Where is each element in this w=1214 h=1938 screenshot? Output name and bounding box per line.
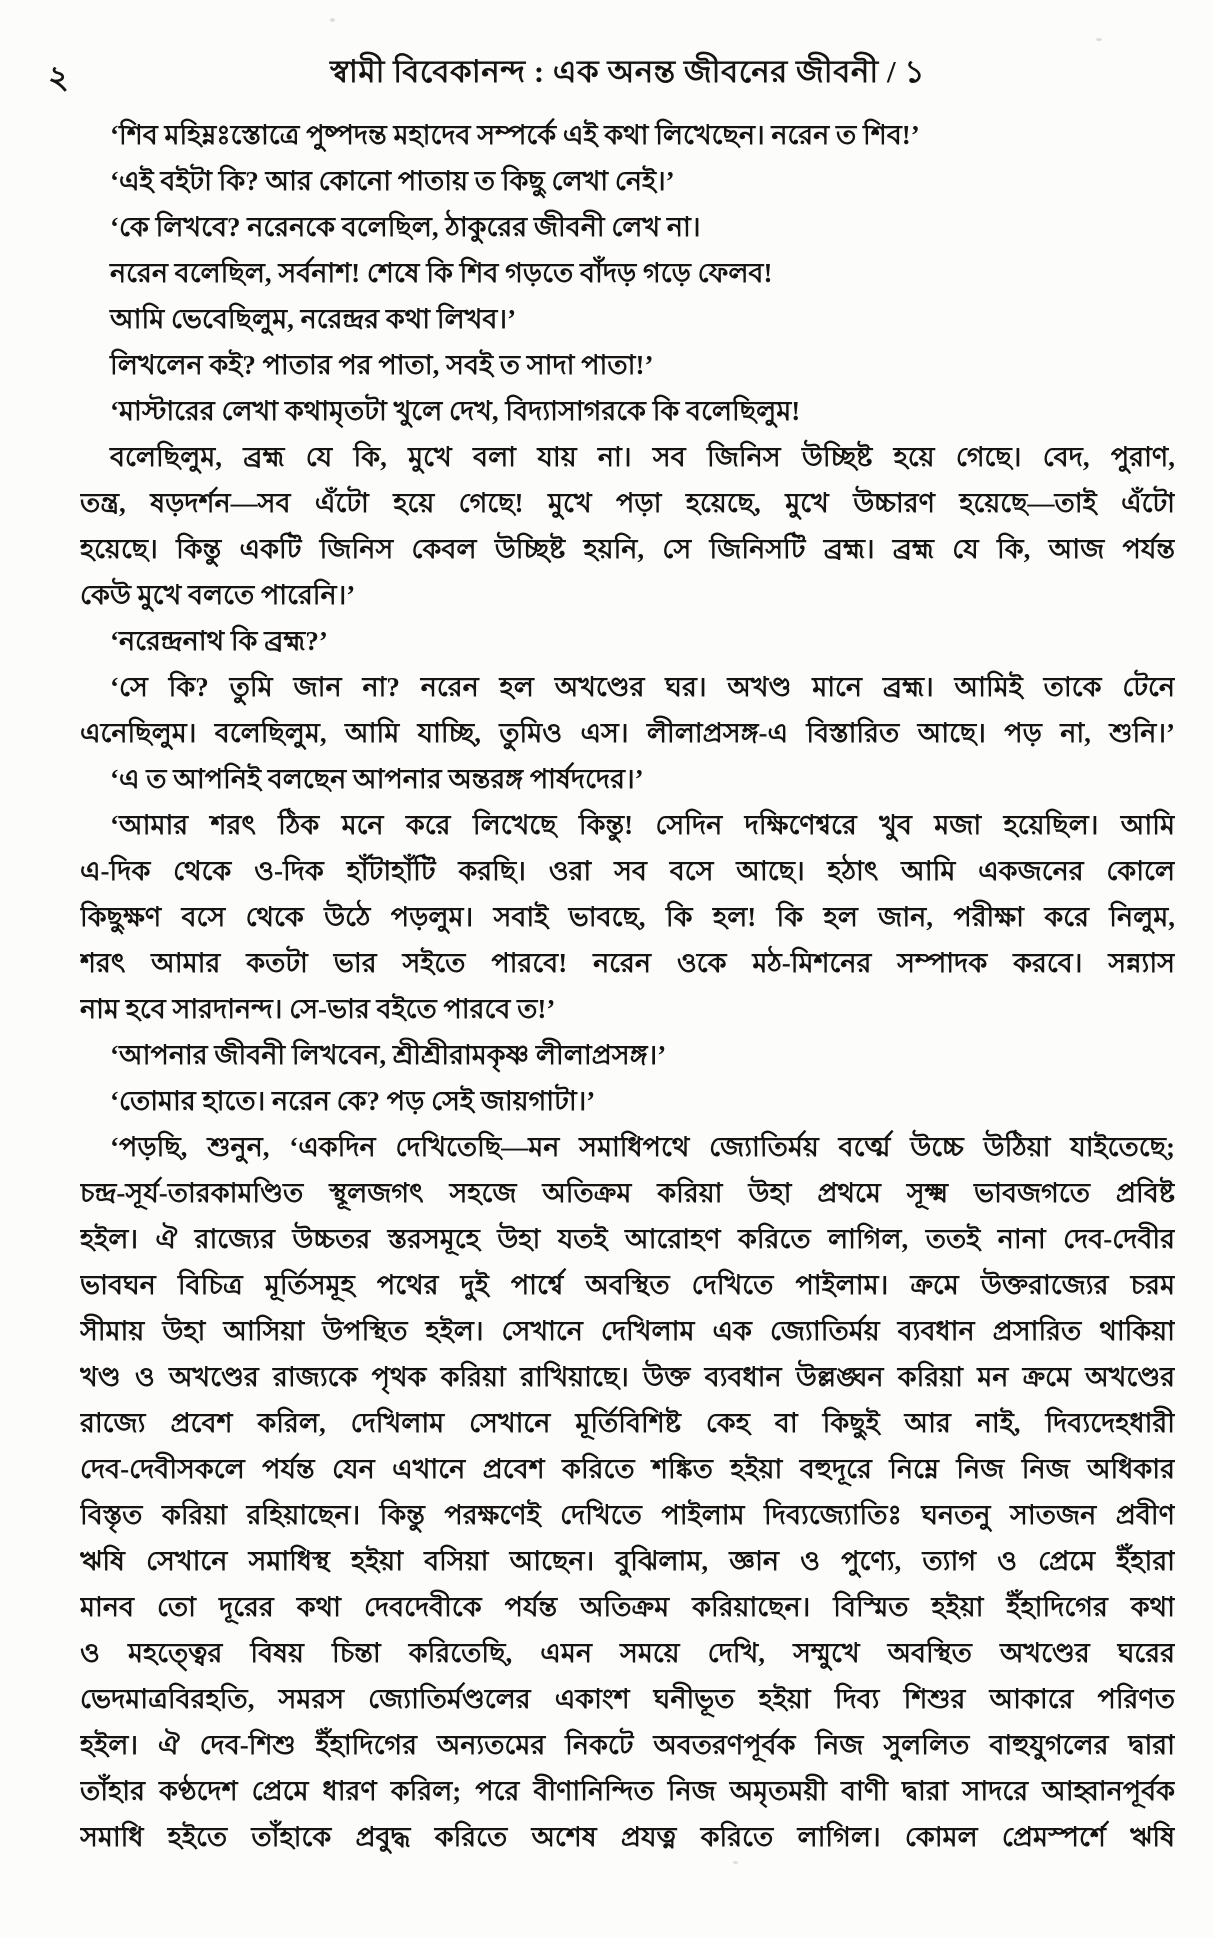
page-number: ২	[48, 59, 69, 95]
text-line: নরেন বলেছিল, সর্বনাশ! শেষে কি শিব গড়তে বাঁদড় গড়ে ফেলব!	[110, 258, 773, 288]
page-header	[0, 48, 1214, 100]
scan-speck	[330, 18, 335, 22]
text-line: ‘তোমার হাতে। নরেন কে? পড় সেই জায়গাটা।’	[110, 1086, 596, 1116]
text-line: এনেছিলুম। বলেছিলুম, আমি যাচ্ছি, তুমিও এস। লীলাপ্রসঙ্গ-এ বিস্তারিত আছে। পড় না, শুনি।’	[80, 718, 1175, 748]
text-line: হইল। ঐ দেব-শিশু ইঁহাদিগের অন্যতমের নিকটে অবতরণপূর্বক নিজ সুললিত বাহুযুগলের দ্বারা	[80, 1730, 1175, 1760]
text-line: ‘পড়ছি, শুনুন, ‘একদিন দেখিতেছি—মন সমাধিপথে জ্যোতির্ময় বর্ত্মে উচ্চে উঠিয়া যাইতেছে;	[110, 1132, 1175, 1162]
text-line: ‘নরেন্দ্রনাথ কি ব্রহ্ম?’	[110, 626, 328, 656]
text-line: সীমায় উহা আসিয়া উপস্থিত হইল। সেখানে দেখিলাম এক জ্যোতির্ময় ব্যবধান প্রসারিত থাকিয়া	[80, 1316, 1175, 1346]
scan-speck	[1096, 38, 1102, 41]
text-line: ‘আপনার জীবনী লিখবেন, শ্রীশ্রীরামকৃষ্ণ লীলাপ্রসঙ্গ।’	[110, 1040, 667, 1070]
text-line: চন্দ্র-সূর্য-তারকামণ্ডিত স্থূলজগৎ সহজে অতিক্রম করিয়া উহা প্রথমে সূক্ষ্ম ভাবজগতে প্রবিষ্ট	[80, 1178, 1175, 1208]
text-line: ‘মাস্টারের লেখা কথামৃতটা খুলে দেখ, বিদ্যাসাগরকে কি বলেছিলুম!	[110, 396, 801, 426]
text-line: শরৎ আমার কতটা ভার সইতে পারবে! নরেন ওকে মঠ-মিশনের সম্পাদক করবে। সন্ন্যাস	[80, 948, 1175, 978]
text-line: রাজ্যে প্রবেশ করিল, দেখিলাম সেখানে মূর্তিবিশিষ্ট কেহ বা কিছুই আর নাই, দিব্যদেহধারী	[80, 1408, 1175, 1438]
text-line: ও মহত্ত্বের বিষয় চিন্তা করিতেছি, এমন সময়ে দেখি, সম্মুখে অবস্থিত অখণ্ডের ঘরের	[80, 1638, 1175, 1668]
text-line: খণ্ড ও অখণ্ডের রাজ্যকে পৃথক করিয়া রাখিয়াছে। উক্ত ব্যবধান উল্লঙ্ঘন করিয়া মন ক্রমে অখণ্ডের	[80, 1362, 1175, 1392]
text-line: ভাবঘন বিচিত্র মূর্তিসমূহ পথের দুই পার্শ্বে অবস্থিত দেখিতে পাইলাম। ক্রমে উক্তরাজ্যের চরম	[80, 1270, 1175, 1300]
text-line: ভেদমাত্রবিরহতি, সমরস জ্যোতির্মণ্ডলের একাংশ ঘনীভূত হইয়া দিব্য শিশুর আকারে পরিণত	[80, 1684, 1175, 1714]
text-line: কিছুক্ষণ বসে থেকে উঠে পড়লুম। সবাই ভাবছে, কি হল! কি হল জান, পরীক্ষা করে নিলুম,	[80, 902, 1175, 932]
text-line: তাঁহার কণ্ঠদেশ প্রেমে ধারণ করিল; পরে বীণানিন্দিত নিজ অমৃতময়ী বাণী দ্বারা সাদরে আহ্বানপূর্বক	[80, 1776, 1175, 1806]
text-line: ‘শিব মহিম্নঃস্তোত্রে পুষ্পদন্ত মহাদেব সম্পর্কে এই কথা লিখেছেন। নরেন ত শিব!’	[110, 120, 920, 150]
text-line: মানব তো দূরের কথা দেবদেবীকে পর্যন্ত অতিক্রম করিয়াছেন। বিস্মিত হইয়া ইঁহাদিগের কথা	[80, 1592, 1175, 1622]
text-line: বলেছিলুম, ব্রহ্ম যে কি, মুখে বলা যায় না। সব জিনিস উচ্ছিষ্ট হয়ে গেছে। বেদ, পুরাণ,	[110, 442, 1175, 472]
running-title: স্বামী বিবেকানন্দ : এক অনন্ত জীবনের জীবনী / ১	[330, 54, 925, 89]
text-line: ‘এ ত আপনিই বলছেন আপনার অন্তরঙ্গ পার্ষদদের।’	[110, 764, 644, 794]
text-line: ‘আমার শরৎ ঠিক মনে করে লিখেছে কিন্তু! সেদিন দক্ষিণেশ্বরে খুব মজা হয়েছিল। আমি	[110, 810, 1175, 840]
text-line: লিখলেন কই? পাতার পর পাতা, সবই ত সাদা পাতা!’	[110, 350, 654, 380]
text-line: হয়েছে। কিন্তু একটি জিনিস কেবল উচ্ছিষ্ট হয়নি, সে জিনিসটি ব্রহ্ম। ব্রহ্ম যে কি, আজ পর্যন্ত	[80, 534, 1175, 564]
text-line: ঋষি সেখানে সমাধিস্থ হইয়া বসিয়া আছেন। বুঝিলাম, জ্ঞান ও পুণ্যে, ত্যাগ ও প্রেমে ইঁহারা	[80, 1546, 1175, 1576]
text-line: তন্ত্র, ষড়দর্শন—সব এঁটো হয়ে গেছে! মুখে পড়া হয়েছে, মুখে উচ্চারণ হয়েছে—তাই এঁটো	[80, 488, 1175, 518]
text-line: ‘কে লিখবে? নরেনকে বলেছিল, ঠাকুরের জীবনী লেখ না।	[110, 212, 701, 242]
text-line: ‘সে কি? তুমি জান না? নরেন হল অখণ্ডের ঘর। অখণ্ড মানে ব্রহ্ম। আমিই তাকে টেনে	[110, 672, 1175, 702]
text-line: বিস্তৃত করিয়া রহিয়াছেন। কিন্তু পরক্ষণেই দেখিতে পাইলাম দিব্যজ্যোতিঃ ঘনতনু সাতজন প্রবীণ	[80, 1500, 1175, 1530]
text-line: কেউ মুখে বলতে পারেনি।’	[80, 580, 356, 610]
body-text-block	[80, 112, 1175, 1860]
text-line: দেব-দেবীসকলে পর্যন্ত যেন এখানে প্রবেশ করিতে শঙ্কিত হইয়া বহুদূরে নিম্নে নিজ নিজ অধিকার	[80, 1454, 1175, 1484]
text-line: আমি ভেবেছিলুম, নরেন্দ্রর কথা লিখব।’	[110, 304, 517, 334]
text-line: ‘এই বইটা কি? আর কোনো পাতায় ত কিছু লেখা নেই।’	[110, 166, 675, 196]
scan-speck	[733, 1861, 738, 1864]
text-line: এ-দিক থেকে ও-দিক হাঁটাহাঁটি করছি। ওরা সব বসে আছে। হঠাৎ আমি একজনের কোলে	[80, 856, 1175, 886]
text-line: সমাধি হইতে তাঁহাকে প্রবুদ্ধ করিতে অশেষ প্রযত্ন করিতে লাগিল। কোমল প্রেমস্পর্শে ঋষি	[80, 1822, 1175, 1852]
text-line: নাম হবে সারদানন্দ। সে-ভার বইতে পারবে ত!’	[80, 994, 556, 1024]
text-line: হইল। ঐ রাজ্যের উচ্চতর স্তরসমূহে উহা যতই আরোহণ করিতে লাগিল, ততই নানা দেব-দেবীর	[80, 1224, 1175, 1254]
